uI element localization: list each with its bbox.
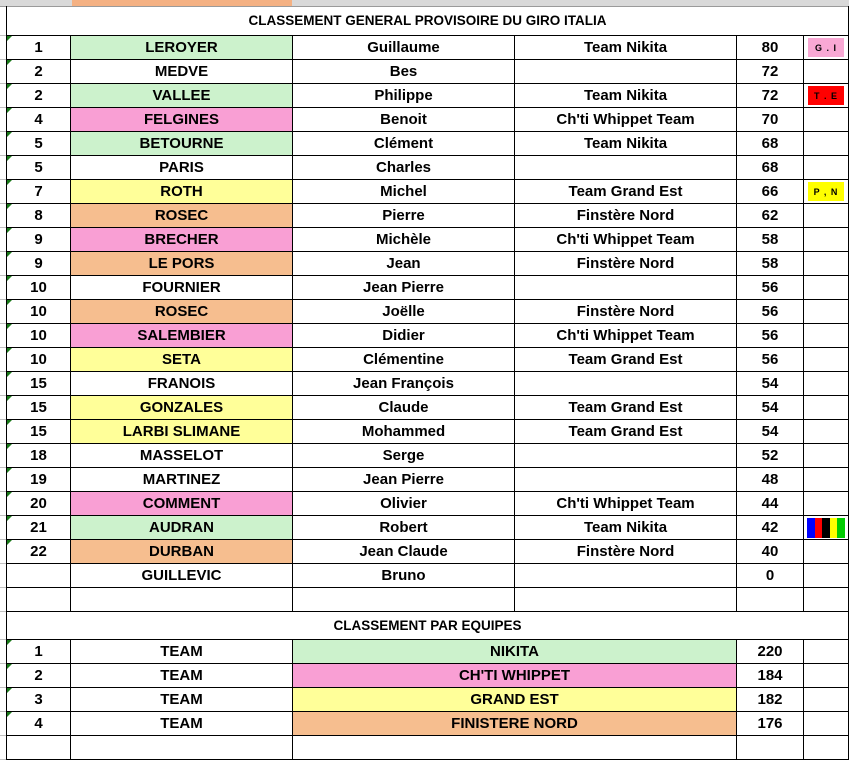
team-cell[interactable]: Team Grand Est xyxy=(515,420,737,444)
last-name-cell[interactable]: COMMENT xyxy=(71,492,293,516)
cell-note-marker xyxy=(7,60,12,65)
points-cell[interactable]: 72 xyxy=(737,84,804,108)
first-name-cell[interactable]: Bruno xyxy=(293,564,515,588)
row-gutter xyxy=(0,60,6,84)
last-name-cell[interactable]: PARIS xyxy=(71,156,293,180)
cell-note-marker xyxy=(7,492,12,497)
team-cell[interactable]: Team Grand Est xyxy=(515,348,737,372)
table-row xyxy=(6,396,849,420)
table-row xyxy=(6,516,849,540)
row-gutter xyxy=(0,516,6,540)
first-name-cell[interactable]: Didier xyxy=(293,324,515,348)
rank-cell[interactable]: 22 xyxy=(6,540,71,564)
first-name-cell[interactable]: Guillaume xyxy=(293,36,515,60)
rank-cell[interactable]: 4 xyxy=(6,108,71,132)
team-points-cell[interactable]: 182 xyxy=(737,688,804,712)
points-cell[interactable]: 56 xyxy=(737,276,804,300)
last-name-cell[interactable]: MARTINEZ xyxy=(71,468,293,492)
team-cell[interactable]: Ch'ti Whippet Team xyxy=(515,228,737,252)
rank-cell[interactable]: 2 xyxy=(6,84,71,108)
cell-note-marker xyxy=(7,36,12,41)
team-row xyxy=(6,664,849,688)
jersey-cell[interactable] xyxy=(804,372,849,396)
team-label-cell[interactable]: TEAM xyxy=(71,688,293,712)
jersey-cell[interactable] xyxy=(804,468,849,492)
points-cell[interactable]: 66 xyxy=(737,180,804,204)
first-name-cell[interactable]: Claude xyxy=(293,396,515,420)
last-name-cell[interactable]: ROSEC xyxy=(71,300,293,324)
first-name-cell[interactable]: Joëlle xyxy=(293,300,515,324)
first-name-cell[interactable]: Michel xyxy=(293,180,515,204)
row-gutter xyxy=(0,688,6,712)
table-row xyxy=(6,492,849,516)
points-cell[interactable]: 52 xyxy=(737,444,804,468)
team-extra-cell[interactable] xyxy=(804,712,849,736)
jersey-cell[interactable] xyxy=(804,84,849,108)
jersey-cell[interactable] xyxy=(804,204,849,228)
points-cell[interactable]: 0 xyxy=(737,564,804,588)
row-gutter xyxy=(0,492,6,516)
rank-cell[interactable] xyxy=(6,564,71,588)
team-cell[interactable] xyxy=(515,468,737,492)
row-gutter xyxy=(0,612,6,640)
points-cell[interactable]: 48 xyxy=(737,468,804,492)
row-gutter xyxy=(0,444,6,468)
cell-note-marker xyxy=(7,204,12,209)
rank-cell[interactable]: 20 xyxy=(6,492,71,516)
table-row xyxy=(6,420,849,444)
team-row xyxy=(6,712,849,736)
row-gutter xyxy=(0,468,6,492)
last-name-cell[interactable]: SETA xyxy=(71,348,293,372)
cell-note-marker xyxy=(7,228,12,233)
cell-note-marker xyxy=(7,540,12,545)
first-name-cell[interactable]: Jean xyxy=(293,252,515,276)
stripe xyxy=(822,518,830,538)
last-name-cell[interactable]: LE PORS xyxy=(71,252,293,276)
empty-cell[interactable] xyxy=(6,736,71,760)
empty-row xyxy=(6,588,849,612)
team-cell[interactable]: Team Grand Est xyxy=(515,180,737,204)
table-row xyxy=(6,276,849,300)
team-name-cell[interactable]: FINISTERE NORD xyxy=(293,712,737,736)
empty-cell[interactable] xyxy=(737,736,804,760)
points-cell[interactable]: 80 xyxy=(737,36,804,60)
row-gutter xyxy=(0,300,6,324)
row-gutter xyxy=(0,348,6,372)
first-name-cell[interactable]: Clément xyxy=(293,132,515,156)
jersey-cell[interactable] xyxy=(804,300,849,324)
last-name-cell[interactable]: SALEMBIER xyxy=(71,324,293,348)
jersey-cell[interactable] xyxy=(804,156,849,180)
rank-cell[interactable]: 9 xyxy=(6,252,71,276)
cell-note-marker xyxy=(7,180,12,185)
points-cell[interactable]: 56 xyxy=(737,300,804,324)
row-gutter xyxy=(0,736,6,760)
general-title-row xyxy=(6,6,849,36)
last-name-cell[interactable]: FRANOIS xyxy=(71,372,293,396)
team-rank-cell[interactable]: 2 xyxy=(6,664,71,688)
last-name-cell[interactable]: DURBAN xyxy=(71,540,293,564)
cell-note-marker xyxy=(7,348,12,353)
first-name-cell[interactable]: Michèle xyxy=(293,228,515,252)
jersey-cell[interactable] xyxy=(804,324,849,348)
team-points-cell[interactable]: 220 xyxy=(737,640,804,664)
rank-cell[interactable]: 21 xyxy=(6,516,71,540)
table-row xyxy=(6,108,849,132)
team-rank-cell[interactable]: 1 xyxy=(6,640,71,664)
row-gutter xyxy=(0,204,6,228)
team-points-cell[interactable]: 184 xyxy=(737,664,804,688)
empty-cell[interactable] xyxy=(293,588,515,612)
team-row xyxy=(6,688,849,712)
team-extra-cell[interactable] xyxy=(804,640,849,664)
table-row xyxy=(6,348,849,372)
rank-cell[interactable]: 7 xyxy=(6,180,71,204)
team-cell[interactable] xyxy=(515,276,737,300)
last-name-cell[interactable]: GUILLEVIC xyxy=(71,564,293,588)
jersey-badge: T . E xyxy=(808,86,844,105)
row-gutter xyxy=(0,712,6,736)
stripe xyxy=(830,518,838,538)
first-name-cell[interactable]: Bes xyxy=(293,60,515,84)
row-gutter xyxy=(0,108,6,132)
table-row xyxy=(6,228,849,252)
row-gutter xyxy=(0,180,6,204)
row-gutter xyxy=(0,276,6,300)
jersey-cell[interactable] xyxy=(804,540,849,564)
points-cell[interactable]: 54 xyxy=(737,396,804,420)
points-cell[interactable]: 54 xyxy=(737,420,804,444)
rank-cell[interactable]: 1 xyxy=(6,36,71,60)
last-name-cell[interactable]: GONZALES xyxy=(71,396,293,420)
points-cell[interactable]: 40 xyxy=(737,540,804,564)
jersey-cell[interactable] xyxy=(804,444,849,468)
first-name-cell[interactable]: Serge xyxy=(293,444,515,468)
first-name-cell[interactable]: Jean Claude xyxy=(293,540,515,564)
points-cell[interactable]: 68 xyxy=(737,156,804,180)
last-name-cell[interactable]: BETOURNE xyxy=(71,132,293,156)
cell-note-marker xyxy=(7,276,12,281)
team-cell[interactable]: Team Grand Est xyxy=(515,396,737,420)
last-name-cell[interactable]: VALLEE xyxy=(71,84,293,108)
jersey-cell[interactable] xyxy=(804,132,849,156)
team-rank-cell[interactable]: 3 xyxy=(6,688,71,712)
points-cell[interactable]: 70 xyxy=(737,108,804,132)
rank-cell[interactable]: 2 xyxy=(6,60,71,84)
jersey-cell[interactable] xyxy=(804,420,849,444)
team-cell[interactable]: Team Nikita xyxy=(515,132,737,156)
cell-note-marker xyxy=(7,108,12,113)
team-cell[interactable] xyxy=(515,444,737,468)
rank-cell[interactable]: 5 xyxy=(6,132,71,156)
last-name-cell[interactable]: LARBI SLIMANE xyxy=(71,420,293,444)
table-row xyxy=(6,180,849,204)
first-name-cell[interactable]: Charles xyxy=(293,156,515,180)
row-gutter xyxy=(0,6,6,36)
cell-note-marker xyxy=(7,300,12,305)
cell-note-marker xyxy=(7,444,12,449)
first-name-cell[interactable]: Pierre xyxy=(293,204,515,228)
row-gutter xyxy=(0,420,6,444)
rank-cell[interactable]: 15 xyxy=(6,372,71,396)
last-name-cell[interactable]: ROSEC xyxy=(71,204,293,228)
jersey-badge: G . I xyxy=(808,38,844,57)
cell-note-marker xyxy=(7,132,12,137)
empty-cell[interactable] xyxy=(804,736,849,760)
jersey-cell[interactable] xyxy=(804,492,849,516)
team-cell[interactable]: Finstère Nord xyxy=(515,300,737,324)
team-label-cell[interactable]: TEAM xyxy=(71,640,293,664)
cell-note-marker xyxy=(7,252,12,257)
cell-note-marker xyxy=(7,84,12,89)
empty-cell[interactable] xyxy=(293,736,737,760)
team-cell[interactable] xyxy=(515,156,737,180)
jersey-cell[interactable] xyxy=(804,396,849,420)
jersey-cell[interactable] xyxy=(804,228,849,252)
cell-note-marker xyxy=(7,640,12,645)
first-name-cell[interactable]: Clémentine xyxy=(293,348,515,372)
cell-note-marker xyxy=(7,468,12,473)
row-gutter xyxy=(0,588,6,612)
table-row xyxy=(6,60,849,84)
jersey-cell[interactable] xyxy=(804,252,849,276)
team-name-cell[interactable]: NIKITA xyxy=(293,640,737,664)
cell-note-marker xyxy=(7,156,12,161)
row-gutter xyxy=(0,252,6,276)
empty-cell[interactable] xyxy=(6,588,71,612)
team-cell[interactable]: Ch'ti Whippet Team xyxy=(515,108,737,132)
points-cell[interactable]: 58 xyxy=(737,228,804,252)
points-cell[interactable]: 56 xyxy=(737,348,804,372)
last-name-cell[interactable]: FOURNIER xyxy=(71,276,293,300)
rank-cell[interactable]: 15 xyxy=(6,420,71,444)
jersey-cell[interactable] xyxy=(804,36,849,60)
table-row xyxy=(6,36,849,60)
rank-cell[interactable]: 5 xyxy=(6,156,71,180)
row-gutter xyxy=(0,228,6,252)
cell-note-marker xyxy=(7,324,12,329)
stripe xyxy=(837,518,845,538)
first-name-cell[interactable]: Benoit xyxy=(293,108,515,132)
row-gutter xyxy=(0,132,6,156)
first-name-cell[interactable]: Robert xyxy=(293,516,515,540)
team-cell[interactable]: Ch'ti Whippet Team xyxy=(515,324,737,348)
table-row xyxy=(6,564,849,588)
team-cell[interactable] xyxy=(515,564,737,588)
row-gutter xyxy=(0,156,6,180)
table-row xyxy=(6,252,849,276)
row-gutter xyxy=(0,540,6,564)
rank-cell[interactable]: 10 xyxy=(6,276,71,300)
team-cell[interactable]: Team Nikita xyxy=(515,36,737,60)
last-name-cell[interactable]: BRECHER xyxy=(71,228,293,252)
table-row xyxy=(6,84,849,108)
jersey-cell[interactable] xyxy=(804,180,849,204)
points-cell[interactable]: 58 xyxy=(737,252,804,276)
rank-cell[interactable]: 10 xyxy=(6,324,71,348)
team-cell[interactable]: Finstère Nord xyxy=(515,540,737,564)
team-extra-cell[interactable] xyxy=(804,688,849,712)
champion-jersey-stripes xyxy=(807,518,845,538)
table-row xyxy=(6,324,849,348)
rank-cell[interactable]: 9 xyxy=(6,228,71,252)
row-gutter xyxy=(0,324,6,348)
rank-cell[interactable]: 18 xyxy=(6,444,71,468)
empty-cell[interactable] xyxy=(737,588,804,612)
general-classification-title: CLASSEMENT GENERAL PROVISOIRE DU GIRO ITALIA xyxy=(6,6,849,36)
team-row xyxy=(6,640,849,664)
team-cell[interactable]: Team Nikita xyxy=(515,84,737,108)
row-gutter xyxy=(0,564,6,588)
empty-cell[interactable] xyxy=(71,588,293,612)
cell-note-marker xyxy=(7,516,12,521)
team-cell[interactable]: Team Nikita xyxy=(515,516,737,540)
first-name-cell[interactable]: Olivier xyxy=(293,492,515,516)
table-row xyxy=(6,132,849,156)
first-name-cell[interactable]: Philippe xyxy=(293,84,515,108)
first-name-cell[interactable]: Mohammed xyxy=(293,420,515,444)
last-name-cell[interactable]: AUDRAN xyxy=(71,516,293,540)
table-row xyxy=(6,444,849,468)
points-cell[interactable]: 42 xyxy=(737,516,804,540)
team-cell[interactable] xyxy=(515,372,737,396)
team-name-cell[interactable]: GRAND EST xyxy=(293,688,737,712)
rank-cell[interactable]: 19 xyxy=(6,468,71,492)
last-name-cell[interactable]: FELGINES xyxy=(71,108,293,132)
team-cell[interactable]: Ch'ti Whippet Team xyxy=(515,492,737,516)
table-row xyxy=(6,468,849,492)
team-label-cell[interactable]: TEAM xyxy=(71,712,293,736)
table-row xyxy=(6,204,849,228)
team-points-cell[interactable]: 176 xyxy=(737,712,804,736)
points-cell[interactable]: 56 xyxy=(737,324,804,348)
team-extra-cell[interactable] xyxy=(804,664,849,688)
cell-note-marker xyxy=(7,712,12,717)
empty-cell[interactable] xyxy=(515,588,737,612)
last-name-cell[interactable]: MASSELOT xyxy=(71,444,293,468)
first-name-cell[interactable]: Jean François xyxy=(293,372,515,396)
cell-note-marker xyxy=(7,396,12,401)
last-name-cell[interactable]: LEROYER xyxy=(71,36,293,60)
team-rank-cell[interactable]: 4 xyxy=(6,712,71,736)
rank-cell[interactable]: 10 xyxy=(6,300,71,324)
row-gutter xyxy=(0,84,6,108)
points-cell[interactable]: 62 xyxy=(737,204,804,228)
jersey-cell[interactable] xyxy=(804,60,849,84)
table-row xyxy=(6,300,849,324)
team-cell[interactable]: Finstère Nord xyxy=(515,204,737,228)
points-cell[interactable]: 44 xyxy=(737,492,804,516)
stripe xyxy=(807,518,815,538)
row-gutter xyxy=(0,640,6,664)
stripe xyxy=(815,518,823,538)
jersey-badge: P , N xyxy=(808,182,844,201)
team-cell[interactable]: Finstère Nord xyxy=(515,252,737,276)
jersey-cell[interactable] xyxy=(804,276,849,300)
jersey-cell[interactable] xyxy=(804,564,849,588)
cell-note-marker xyxy=(7,664,12,669)
jersey-cell[interactable] xyxy=(804,516,849,540)
row-gutter xyxy=(0,396,6,420)
rank-cell[interactable]: 10 xyxy=(6,348,71,372)
team-cell[interactable] xyxy=(515,60,737,84)
empty-cell[interactable] xyxy=(71,736,293,760)
table-row xyxy=(6,372,849,396)
points-cell[interactable]: 54 xyxy=(737,372,804,396)
points-cell[interactable]: 68 xyxy=(737,132,804,156)
points-cell[interactable]: 72 xyxy=(737,60,804,84)
teams-title-row xyxy=(6,612,849,640)
table-row xyxy=(6,156,849,180)
cell-note-marker xyxy=(7,372,12,377)
last-name-cell[interactable]: MEDVE xyxy=(71,60,293,84)
rank-cell[interactable]: 8 xyxy=(6,204,71,228)
cell-note-marker xyxy=(7,420,12,425)
jersey-cell[interactable] xyxy=(804,348,849,372)
rank-cell[interactable]: 15 xyxy=(6,396,71,420)
team-name-cell[interactable]: CH'TI WHIPPET xyxy=(293,664,737,688)
jersey-cell[interactable] xyxy=(804,108,849,132)
first-name-cell[interactable]: Jean Pierre xyxy=(293,468,515,492)
last-name-cell[interactable]: ROTH xyxy=(71,180,293,204)
row-gutter xyxy=(0,36,6,60)
cell-note-marker xyxy=(7,688,12,693)
row-gutter xyxy=(0,372,6,396)
empty-row xyxy=(6,736,849,760)
empty-cell[interactable] xyxy=(804,588,849,612)
table-row xyxy=(6,540,849,564)
teams-classification-title: CLASSEMENT PAR EQUIPES xyxy=(6,612,849,640)
first-name-cell[interactable]: Jean Pierre xyxy=(293,276,515,300)
team-label-cell[interactable]: TEAM xyxy=(71,664,293,688)
row-gutter xyxy=(0,664,6,688)
